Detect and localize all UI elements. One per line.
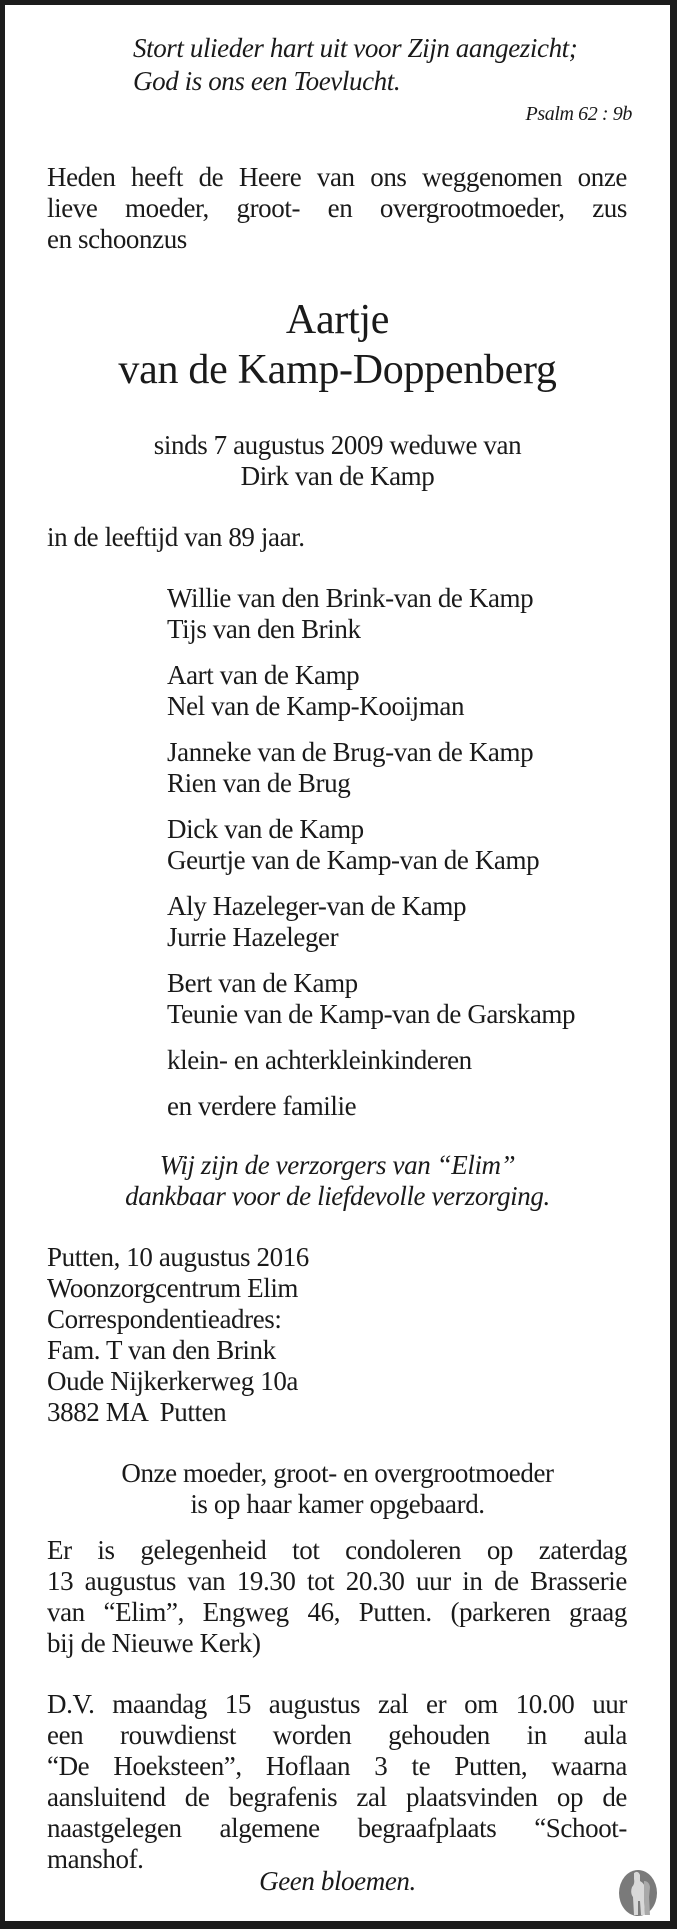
condolence-line: 13 augustus van 19.30 tot 20.30 uur in de Brasserie [47, 1566, 627, 1596]
intro-line: Heden heeft de Heere van ons weggenomen onze [47, 162, 627, 192]
deceased-full-name: van de Kamp-Doppenberg [118, 347, 557, 393]
family-member: Rien van de Brug [167, 768, 351, 798]
family-member: Aart van de Kamp [167, 660, 360, 690]
address-line: Correspondentieadres: [47, 1304, 282, 1334]
place-date: Putten, 10 augustus 2016 [47, 1242, 309, 1272]
family-member: Jurrie Hazeleger [167, 922, 339, 952]
service-line: aansluitend de begrafenis zal plaatsvinden op de [47, 1782, 627, 1812]
family-member: Willie van den Brink-van de Kamp [167, 583, 534, 613]
condolence-line: van “Elim”, Engweg 46, Putten. (parkeren graag [47, 1597, 627, 1627]
laid-out-line-2: is op haar kamer opgebaard. [190, 1489, 485, 1519]
family-member: Nel van de Kamp-Kooijman [167, 691, 465, 721]
service-line: D.V. maandag 15 augustus zal er om 10.00 uur [47, 1689, 627, 1719]
obituary-notice [5, 5, 670, 1921]
closing-line: Geen bloemen. [259, 1866, 416, 1896]
intro-paragraph [47, 162, 627, 255]
family-member: Tijs van den Brink [167, 614, 361, 644]
family-member: Teunie van de Kamp-van de Garskamp [167, 999, 576, 1029]
address-line: Woonzorgcentrum Elim [47, 1273, 299, 1303]
deceased-first-name: Aartje [285, 297, 390, 343]
laid-out-line-1: Onze moeder, groot- en overgrootmoeder [121, 1458, 554, 1488]
intro-line: en schoonzus [47, 224, 187, 254]
intro-line: lieve moeder, groot- en overgrootmoeder, zus [47, 193, 627, 223]
verse-line-2: God is ons een Toevlucht. [133, 66, 401, 96]
caregivers-line-1: Wij zijn de verzorgers van “Elim” [159, 1150, 516, 1180]
family-member: Aly Hazeleger-van de Kamp [167, 891, 467, 921]
address-line: Oude Nijkerkerweg 10a [47, 1366, 299, 1396]
age-line: in de leeftijd van 89 jaar. [47, 522, 305, 552]
address-line: 3882 MA Putten [47, 1397, 227, 1427]
condolence-line: bij de Nieuwe Kerk) [47, 1628, 261, 1658]
family-member: Dick van de Kamp [167, 814, 364, 844]
spouse-name: Dirk van de Kamp [240, 461, 435, 491]
address-line: Fam. T van den Brink [47, 1335, 276, 1365]
service-line: manshof. [47, 1844, 144, 1874]
service-line: “De Hoeksteen”, Hoflaan 3 te Putten, waarna [47, 1751, 627, 1781]
embracing-figures-logo-icon [617, 1867, 659, 1917]
verse-line-1: Stort ulieder hart uit voor Zijn aangezicht; [133, 33, 578, 63]
service-line: naastgelegen algemene begraafplaats “Schoot- [47, 1813, 627, 1843]
other-family-line: en verdere familie [167, 1091, 357, 1121]
caregivers-line-2: dankbaar voor de liefdevolle verzorging. [125, 1181, 550, 1211]
condolence-paragraph [47, 1535, 627, 1659]
verse-reference: Psalm 62 : 9b [525, 103, 632, 125]
condolence-line: Er is gelegenheid tot condoleren op zaterdag [47, 1535, 627, 1565]
grandchildren-line: klein- en achterkleinkinderen [167, 1045, 472, 1075]
family-member: Janneke van de Brug-van de Kamp [167, 737, 534, 767]
widow-line: sinds 7 augustus 2009 weduwe van [153, 430, 522, 460]
family-member: Geurtje van de Kamp-van de Kamp [167, 845, 540, 875]
service-line: een rouwdienst worden gehouden in aula [47, 1720, 627, 1750]
service-paragraph [47, 1689, 627, 1875]
family-member: Bert van de Kamp [167, 968, 358, 998]
